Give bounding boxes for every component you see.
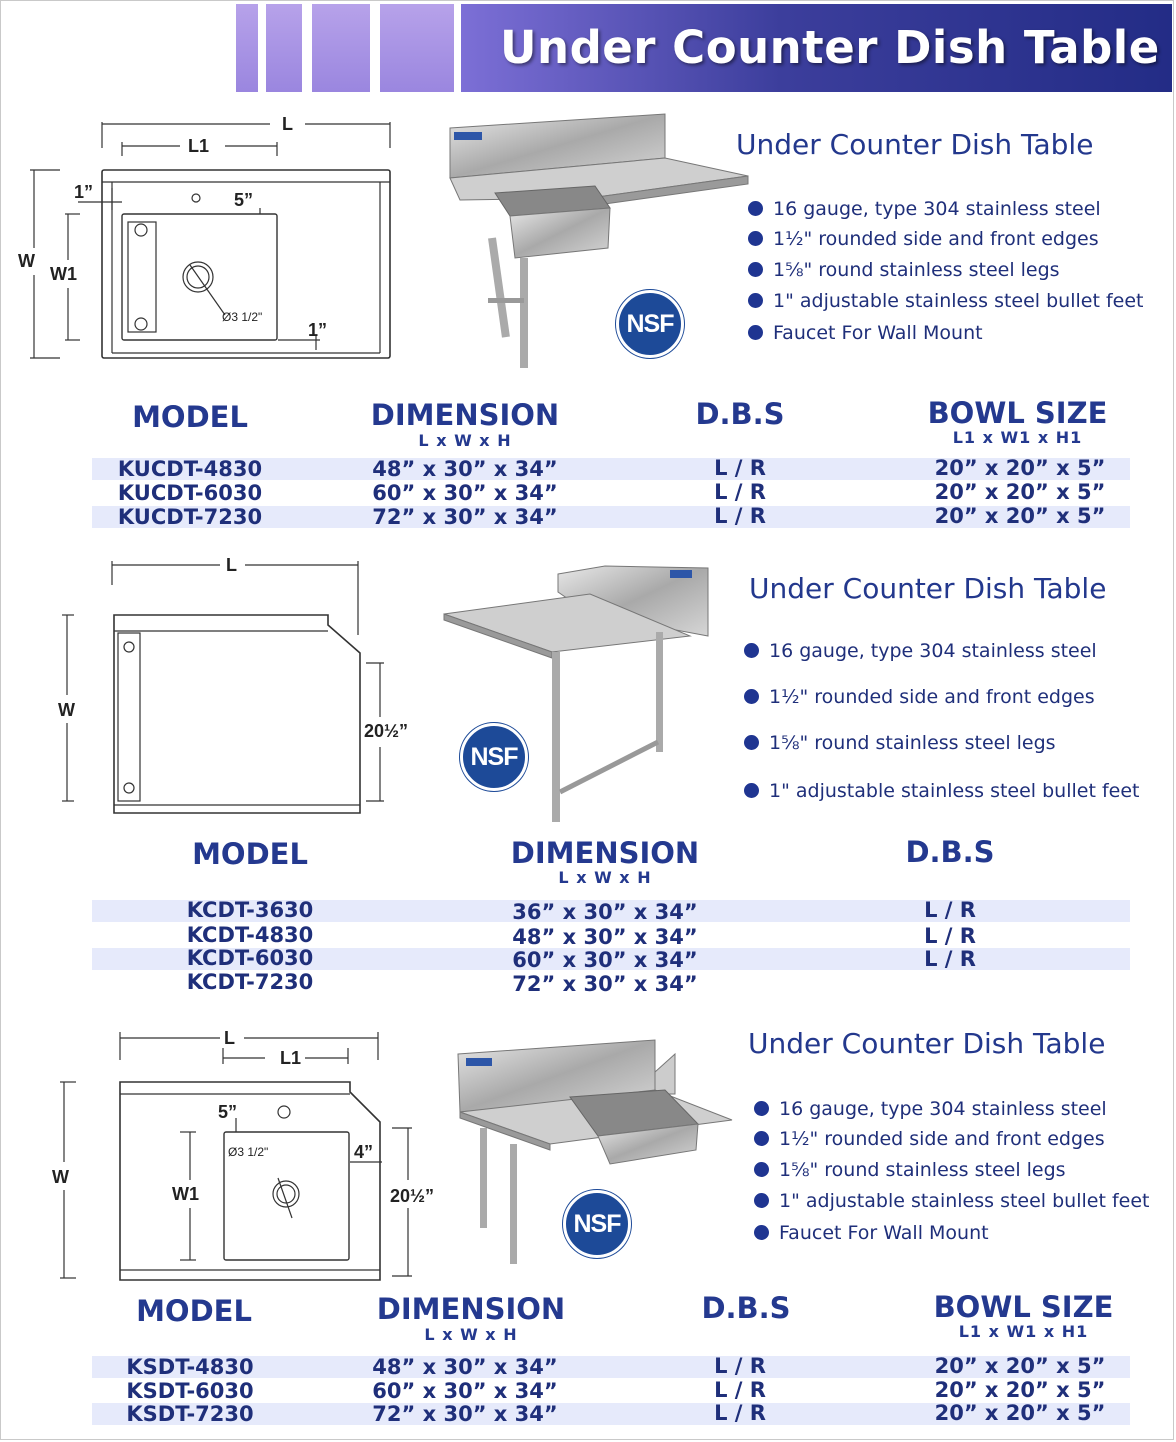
bowl-cell: 20” x 20” x 5”	[934, 504, 1106, 528]
model-cell: KSDT-4830	[126, 1355, 254, 1379]
col-dimension-sub-2: L x W x H	[558, 868, 652, 887]
model-cell: KUCDT-6030	[117, 481, 263, 505]
bullet-icon	[754, 1225, 769, 1240]
col-dbs-2: D.B.S	[905, 835, 995, 869]
dbs-cell: L / R	[924, 947, 976, 971]
model-cell: KCDT-4830	[186, 923, 314, 947]
col-model-1: MODEL	[132, 400, 248, 434]
col-bowl-sub-1: L1 x W1 x H1	[952, 428, 1083, 447]
bullet-icon	[754, 1193, 769, 1208]
dbs-cell: L / R	[714, 504, 766, 528]
bullet-icon	[744, 735, 759, 750]
model-cell: KSDT-6030	[126, 1379, 254, 1403]
dimension-cell: 48” x 30” x 34”	[372, 457, 558, 481]
feature-2-1: 16 gauge, type 304 stainless steel	[744, 640, 1097, 662]
bullet-icon	[748, 231, 763, 246]
dim-L: L	[224, 1028, 235, 1048]
col-model-2: MODEL	[192, 837, 308, 871]
bullet-icon	[748, 293, 763, 308]
bullet-icon	[754, 1162, 769, 1177]
bullet-icon	[744, 783, 759, 798]
dimension-cell: 60” x 30” x 34”	[512, 948, 698, 972]
bullet-icon	[748, 262, 763, 277]
model-cell: KCDT-7230	[186, 970, 314, 994]
dbs-cell: L / R	[714, 480, 766, 504]
dim-20-5: 20½”	[390, 1186, 435, 1206]
bowl-cell: 20” x 20” x 5”	[934, 480, 1106, 504]
col-dbs-1: D.B.S	[695, 397, 785, 431]
dbs-cell: L / R	[714, 1401, 766, 1425]
bullet-icon	[748, 325, 763, 340]
feature-3-1: 16 gauge, type 304 stainless steel	[754, 1098, 1107, 1120]
dim-1in: 1”	[74, 182, 94, 202]
dim-W: W	[18, 251, 35, 271]
bowl-cell: 20” x 20” x 5”	[934, 1378, 1106, 1402]
dim-1in-bottom: 1”	[308, 320, 328, 340]
feature-1-3: 1⅝" round stainless steel legs	[748, 259, 1060, 281]
diagram-3	[40, 1018, 460, 1288]
feature-3-5: Faucet For Wall Mount	[754, 1222, 989, 1244]
bullet-icon	[744, 689, 759, 704]
dim-L: L	[282, 114, 293, 134]
dim-drain: Ø3 1/2"	[228, 1145, 269, 1159]
bowl-cell: 20” x 20” x 5”	[934, 456, 1106, 480]
nsf-badge-2: NSF	[460, 723, 528, 791]
col-dimension-2: DIMENSION	[510, 836, 700, 870]
dim-W: W	[58, 700, 75, 720]
nsf-badge-3: NSF	[563, 1190, 631, 1258]
section-2-title: Under Counter Dish Table	[749, 572, 1107, 605]
dimension-cell: 48” x 30” x 34”	[372, 1355, 558, 1379]
product-image-1	[440, 108, 750, 378]
bullet-icon	[754, 1101, 769, 1116]
col-dbs-3: D.B.S	[701, 1291, 791, 1325]
model-cell: KUCDT-4830	[117, 457, 263, 481]
feature-1-1: 16 gauge, type 304 stainless steel	[748, 198, 1101, 220]
dim-L: L	[226, 555, 237, 575]
diagram-2	[50, 555, 450, 825]
dim-W1: W1	[172, 1184, 199, 1204]
feature-3-4: 1" adjustable stainless steel bullet feet	[754, 1190, 1149, 1212]
bowl-cell: 20” x 20” x 5”	[934, 1354, 1106, 1378]
dim-4in: 4”	[354, 1142, 374, 1162]
dbs-cell: L / R	[714, 1354, 766, 1378]
dim-5in: 5”	[218, 1102, 238, 1122]
col-model-3: MODEL	[136, 1294, 252, 1328]
dimension-cell: 72” x 30” x 34”	[512, 972, 698, 996]
col-dimension-sub-3: L x W x H	[424, 1325, 518, 1344]
feature-1-5: Faucet For Wall Mount	[748, 322, 983, 344]
dbs-cell: L / R	[924, 924, 976, 948]
dimension-cell: 72” x 30” x 34”	[372, 505, 558, 529]
dimension-cell: 72” x 30” x 34”	[372, 1402, 558, 1426]
dim-L1: L1	[280, 1048, 302, 1068]
model-cell: KSDT-7230	[126, 1402, 254, 1426]
dbs-cell: L / R	[924, 898, 976, 922]
section-3-title: Under Counter Dish Table	[748, 1027, 1106, 1060]
bowl-cell: 20” x 20” x 5”	[934, 1401, 1106, 1425]
feature-2-4: 1" adjustable stainless steel bullet feet	[744, 780, 1139, 802]
feature-2-2: 1½" rounded side and front edges	[744, 686, 1095, 708]
dim-W: W	[52, 1167, 69, 1187]
model-cell: KCDT-6030	[186, 946, 314, 970]
dimension-cell: 36” x 30” x 34”	[512, 900, 698, 924]
model-cell: KCDT-3630	[186, 898, 314, 922]
dbs-cell: L / R	[714, 1378, 766, 1402]
col-bowl-3: BOWL SIZE	[933, 1290, 1114, 1324]
model-cell: KUCDT-7230	[117, 505, 263, 529]
nsf-badge-1: NSF	[616, 290, 684, 358]
dim-L1: L1	[188, 136, 210, 156]
section-1-title: Under Counter Dish Table	[736, 128, 1094, 161]
dim-W1: W1	[50, 264, 77, 284]
col-dimension-1: DIMENSION	[370, 398, 560, 432]
feature-3-3: 1⅝" round stainless steel legs	[754, 1159, 1066, 1181]
dimension-cell: 60” x 30” x 34”	[372, 481, 558, 505]
feature-2-3: 1⅝" round stainless steel legs	[744, 732, 1056, 754]
dim-5in: 5”	[234, 190, 254, 210]
bullet-icon	[754, 1131, 769, 1146]
bullet-icon	[748, 201, 763, 216]
dimension-cell: 60” x 30” x 34”	[372, 1379, 558, 1403]
col-bowl-sub-3: L1 x W1 x H1	[958, 1322, 1089, 1341]
dimension-cell: 48” x 30” x 34”	[512, 925, 698, 949]
feature-1-4: 1" adjustable stainless steel bullet feet	[748, 290, 1143, 312]
feature-3-2: 1½" rounded side and front edges	[754, 1128, 1105, 1150]
dbs-cell: L / R	[714, 456, 766, 480]
diagram-1	[20, 110, 440, 380]
col-dimension-sub-1: L x W x H	[418, 431, 512, 450]
dim-20-5: 20½”	[364, 721, 409, 741]
col-dimension-3: DIMENSION	[376, 1292, 566, 1326]
dim-drain: Ø3 1/2"	[222, 310, 263, 324]
page-title: Under Counter Dish Table	[500, 21, 1160, 74]
feature-1-2: 1½" rounded side and front edges	[748, 228, 1099, 250]
bullet-icon	[744, 643, 759, 658]
col-bowl-1: BOWL SIZE	[927, 396, 1108, 430]
